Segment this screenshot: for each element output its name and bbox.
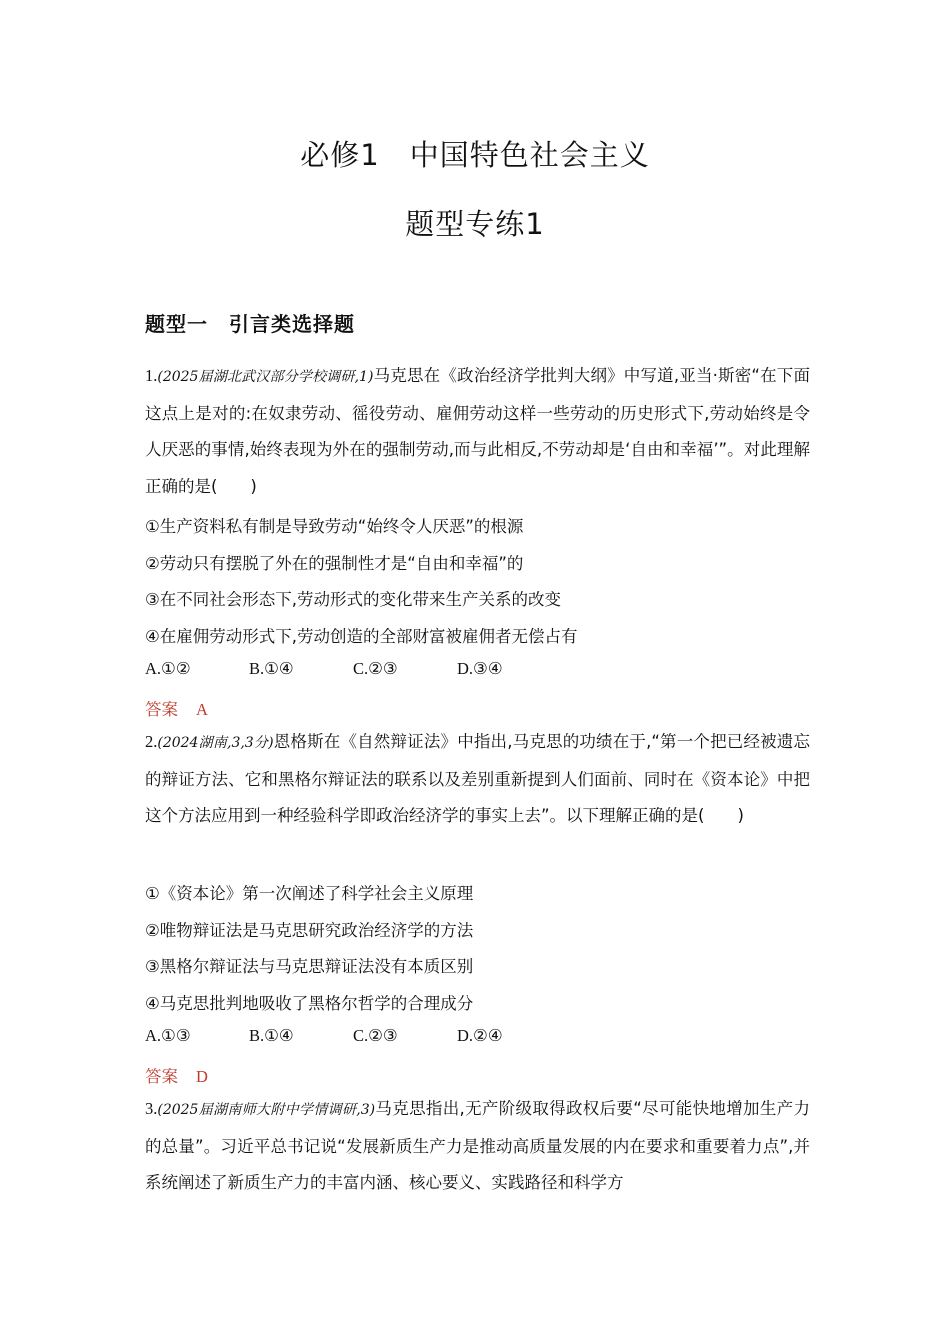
statement-3: ③黑格尔辩证法与马克思辩证法没有本质区别 (145, 957, 474, 976)
option-d: D.②④ (457, 1026, 503, 1045)
question-text: 马克思在《政治经济学批判大纲》中写道,亚当·斯密“在下面这点上是对的:在奴隶劳动、徭役劳动、雇佣劳动这样一些劳动的历史形式下,劳动始终是令人厌恶的事情,始终表现为外在的强制劳动,而与此相反,不劳动却是‘自由和幸福’”。对此理解正确的是( ) (145, 366, 810, 496)
question-1-stem (145, 358, 810, 505)
option-b: B.①④ (249, 659, 294, 678)
statement-4: ④在雇佣劳动形式下,劳动创造的全部财富被雇佣者无偿占有 (145, 627, 578, 646)
page-title: 必修1 中国特色社会主义 (300, 138, 650, 172)
statement-4: ④马克思批判地吸收了黑格尔哲学的合理成分 (145, 994, 474, 1013)
option-d: D.③④ (457, 659, 503, 678)
section-heading: 题型一 引言类选择题 (145, 312, 355, 336)
statement-2: ②劳动只有摆脱了外在的强制性才是“自由和幸福”的 (145, 554, 524, 573)
answer-label: 答案 (145, 700, 178, 719)
question-3-stem (145, 1091, 810, 1202)
option-a: A.①② (145, 659, 191, 678)
statement-1: ①《资本论》第一次阐述了科学社会主义原理 (145, 884, 474, 903)
question-source: (2024湖南,3,3分) (157, 735, 274, 751)
answer-line (145, 1063, 208, 1087)
option-b: B.①④ (249, 1026, 294, 1045)
answer-options (145, 659, 561, 679)
question-source: (2025届湖南师大附中学情调研,3) (157, 1102, 376, 1118)
answer-options (145, 1026, 561, 1046)
answer-value: A (196, 700, 208, 719)
question-number: 2. (145, 732, 158, 751)
answer-label: 答案 (145, 1067, 178, 1086)
option-a: A.①③ (145, 1026, 191, 1045)
page-subtitle: 题型专练1 (405, 207, 545, 241)
option-c: C.②③ (353, 1026, 398, 1045)
question-number: 1. (145, 366, 158, 385)
statement-1: ①生产资料私有制是导致劳动“始终令人厌恶”的根源 (145, 517, 524, 536)
question-text: 恩格斯在《自然辩证法》中指出,马克思的功绩在于,“第一个把已经被遗忘的辩证方法、它和黑格尔辩证法的联系以及差别重新提到人们面前、同时在《资本论》中把这个方法应用到一种经验科学即政治经济学的事实上去”。以下理解正确的是( ) (145, 732, 810, 826)
question-text: 马克思指出,无产阶级取得政权后要“尽可能快地增加生产力的总量”。习近平总书记说“发展新质生产力是推动高质量发展的内在要求和重要着力点”,并系统阐述了新质生产力的丰富内涵、核心要义、实践路径和科学方 (145, 1099, 810, 1193)
answer-line (145, 696, 208, 720)
question-source: (2025届湖北武汉部分学校调研,1) (157, 369, 374, 385)
statement-3: ③在不同社会形态下,劳动形式的变化带来生产关系的改变 (145, 590, 562, 609)
option-c: C.②③ (353, 659, 398, 678)
question-number: 3. (145, 1099, 158, 1118)
question-2-stem (145, 724, 810, 835)
answer-value: D (196, 1067, 208, 1086)
statement-2: ②唯物辩证法是马克思研究政治经济学的方法 (145, 921, 474, 940)
